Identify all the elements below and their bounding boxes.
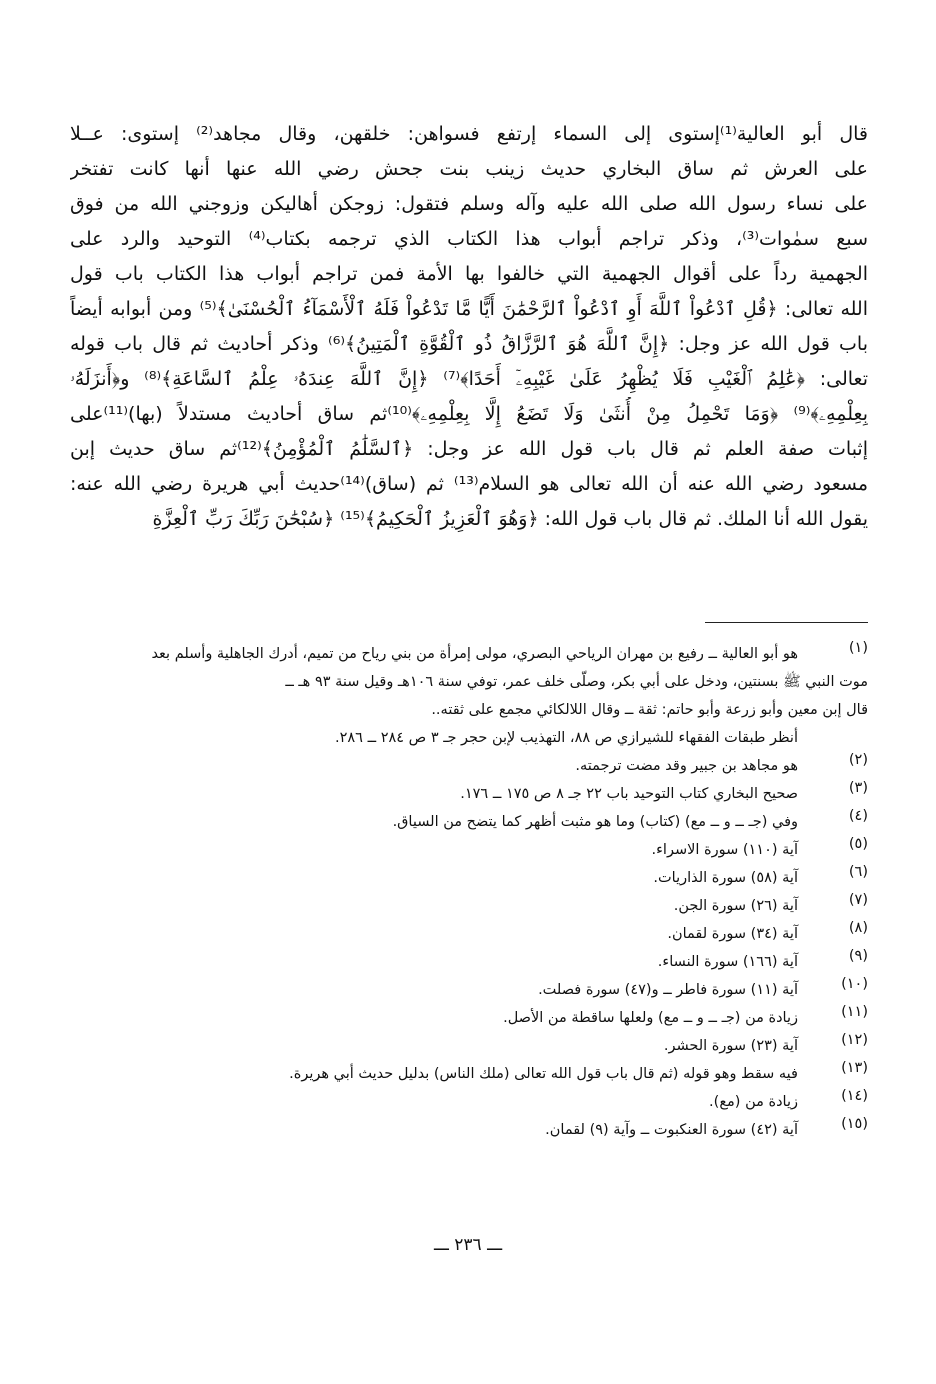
- footnote-line: موت النبي ﷺ بسنتين، ودخل على أبي بكر، وصلّى خلف عمر، توفي سنة ١٠٦هـ وقيل سنة ٩٣ هـ ــ: [285, 674, 868, 690]
- footnote: [60, 780, 868, 808]
- footnote: [60, 1060, 868, 1088]
- footnote-line: آية (١١) سورة فاطر ــ و(٤٧) سورة فصلت.: [538, 982, 798, 998]
- footnote-line: أنظر طبقات الفقهاء للشيرازي ص ٨٨، التهذيب لإبن حجر جـ ٣ ص ٢٨٤ ــ ٢٨٦.: [334, 730, 798, 746]
- footnote-line: آية (١١٠) سورة الاسراء.: [651, 842, 798, 858]
- footnote-text: [60, 836, 798, 864]
- footnote: [60, 752, 868, 780]
- text-line: الله تعالى: ﴿قُلِ ٱدْعُواْ ٱللَّهَ أَوِ ٱدْعُواْ ٱلرَّحْمَٰنَ أَيًّا مَّا تَدْعُواْ فَلَهُ ٱلْأَسْمَآءُ ٱلْحُسْنَىٰ﴾⁽⁵⁾ ومن أبوابه أيضاً: [70, 298, 868, 320]
- footnote-text: [60, 808, 798, 836]
- footnote-line: هو مجاهد بن جبير وقد مضت ترجمته.: [575, 758, 798, 774]
- text-line: قال أبو العالية⁽¹⁾إستوى إلى السماء إرتفع فسواهن: خلقهن، وقال مجاهد⁽²⁾ إستوى: عــلا: [70, 123, 868, 145]
- footnote-number: (٤): [848, 808, 868, 824]
- text-line: تعالى: ﴿عَٰلِمُ ٱلْغَيْبِ فَلَا يُظْهِرُ عَلَىٰ غَيْبِهِۦٓ أَحَدًا﴾⁽⁷⁾ ﴿إِنَّ ٱللَّهَ عِندَهُۥ عِلْمُ ٱلسَّاعَةِ﴾⁽⁸⁾ و﴿أَنزَلَهُۥ: [70, 368, 868, 390]
- footnote-text: [60, 976, 798, 1004]
- footnote-number: (١٥): [841, 1116, 868, 1132]
- footnote: [60, 976, 868, 1004]
- footnote: [60, 1088, 868, 1116]
- footnote-text: [60, 1032, 798, 1060]
- text-line: بِعِلْمِهِۦ﴾⁽⁹⁾ ﴿وَمَا تَحْمِلُ مِنْ أُنثَىٰ وَلَا تَضَعُ إِلَّا بِعِلْمِهِۦ﴾⁽¹⁰⁾ثم ساق أحاديث مستدلاً (بها)⁽¹¹⁾على: [70, 403, 868, 425]
- footnote-text: [60, 780, 798, 808]
- text-line: الجهمية رداً على أقوال الجهمية التي خالفوا بها الأمة فمن تراجم أبواب هذا الكتاب باب قول: [70, 263, 868, 285]
- footnote: [60, 1116, 868, 1144]
- footnote-number: (٣): [848, 780, 868, 796]
- footnote-number: (١): [848, 640, 868, 656]
- footnote-line: هو أبو العالية ــ رفيع بن مهران الرياحي البصري، مولى إمرأة من بني رياح من تميم، أدرك الجاهلية وأسلم بعد: [151, 646, 798, 662]
- text-line: سبع سمٰوات⁽³⁾، وذكر تراجم أبواب هذا الكتاب الذي ترجمه بكتاب⁽⁴⁾ التوحيد والرد على: [70, 228, 868, 250]
- footnote-number: (٥): [848, 836, 868, 852]
- page-number: ـــ ٢٣٦ ـــ: [433, 1235, 503, 1255]
- text-line: باب قول الله عز وجل: ﴿إِنَّ ٱللَّهَ هُوَ ٱلرَّزَّاقُ ذُو ٱلْقُوَّةِ ٱلْمَتِينُ﴾⁽⁶⁾ وذكر أحاديث ثم قال باب قوله: [70, 333, 868, 355]
- footnote: [60, 920, 868, 948]
- footnote-line: وفي (جـ ــ و ــ مع) (كتاب) وما هو مثبت أظهر كما يتضح من السياق.: [392, 814, 798, 830]
- footnote: [60, 948, 868, 976]
- footnote-line: آية (٢٣) سورة الحشر.: [663, 1038, 798, 1054]
- footnote-text: [60, 640, 868, 752]
- footnote-text: [60, 1088, 798, 1116]
- footnote-text: [60, 892, 798, 920]
- footnote-separator: [705, 622, 868, 623]
- footnote-number: (١٢): [841, 1032, 868, 1048]
- footnote: [60, 1032, 868, 1060]
- footnote-text: [60, 1060, 798, 1088]
- footnote-number: (١١): [841, 1004, 868, 1020]
- text-line: يقول الله أنا الملك. ثم قال باب قول الله: ﴿وَهُوَ ٱلْعَزِيزُ ٱلْحَكِيمُ﴾⁽¹⁵⁾ ﴿سُبْحَٰنَ رَبِّكَ رَبِّ ٱلْعِزَّةِ: [152, 508, 868, 530]
- footnote-number: (٦): [848, 864, 868, 880]
- footnote-text: [60, 752, 798, 780]
- text-line: إثبات صفة العلم ثم قال باب قول الله عز وجل: ﴿ٱلسَّلَٰمُ ٱلْمُؤْمِنُ﴾⁽¹²⁾ثم ساق حديث إبن: [70, 438, 868, 460]
- footnote-text: [60, 1116, 798, 1144]
- footnote: [60, 836, 868, 864]
- footnote-text: [60, 948, 798, 976]
- footnote: [60, 640, 868, 752]
- footnote-number: (٩): [848, 948, 868, 964]
- footnote-line: قال إبن معين وأبو زرعة وأبو حاتم: ثقة ــ وقال اللالكائي مجمع على ثقته..: [431, 702, 868, 718]
- footnotes: [60, 640, 868, 1144]
- footnote-number: (١٠): [841, 976, 868, 992]
- footnote-line: صحيح البخاري كتاب التوحيد باب ٢٢ جـ ٨ ص ١٧٥ ــ ١٧٦.: [460, 786, 798, 802]
- footnote-number: (٢): [848, 752, 868, 768]
- footnote: [60, 864, 868, 892]
- footnote-line: آية (١٦٦) سورة النساء.: [657, 954, 798, 970]
- footnote: [60, 892, 868, 920]
- footnote-line: آية (٢٦) سورة الجن.: [673, 898, 798, 914]
- footnote-text: [60, 920, 798, 948]
- footnote-line: فيه سقط وهو قوله (ثم قال باب قول الله تعالى (ملك الناس) بدليل حديث أبي هريرة.: [289, 1066, 798, 1082]
- footnote-line: آية (٥٨) سورة الذاريات.: [653, 870, 798, 886]
- footnote-line: زيادة من (مع).: [709, 1094, 798, 1110]
- text-line: على نساء رسول الله صلى الله عليه وآله وسلم فتقول: زوجكن أهاليكن وزوجني الله من فوق: [70, 193, 868, 215]
- footnote-number: (٧): [848, 892, 868, 908]
- footnote-number: (١٣): [841, 1060, 868, 1076]
- footnote-line: زيادة من (جـ ــ و ــ مع) ولعلها ساقطة من الأصل.: [503, 1010, 798, 1026]
- footnote-text: [60, 1004, 798, 1032]
- text-line: على العرش ثم ساق البخاري حديث زينب بنت جحش رضي الله عنها أنها كانت تفتخر: [70, 158, 868, 180]
- text-line: مسعود رضي الله عنه أن الله تعالى هو السلام⁽¹³⁾ ثم (ساق)⁽¹⁴⁾حديث أبي هريرة رضي الله عنه:: [70, 473, 868, 495]
- main-text: [70, 117, 868, 537]
- footnote-line: آية (٣٤) سورة لقمان.: [667, 926, 798, 942]
- footnote-text: [60, 864, 798, 892]
- footnote: [60, 808, 868, 836]
- footnote-number: (٨): [848, 920, 868, 936]
- footnote-number: (١٤): [841, 1088, 868, 1104]
- footnote-line: آية (٤٢) سورة العنكبوت ــ وآية (٩) لقمان.: [545, 1122, 798, 1138]
- footnote: [60, 1004, 868, 1032]
